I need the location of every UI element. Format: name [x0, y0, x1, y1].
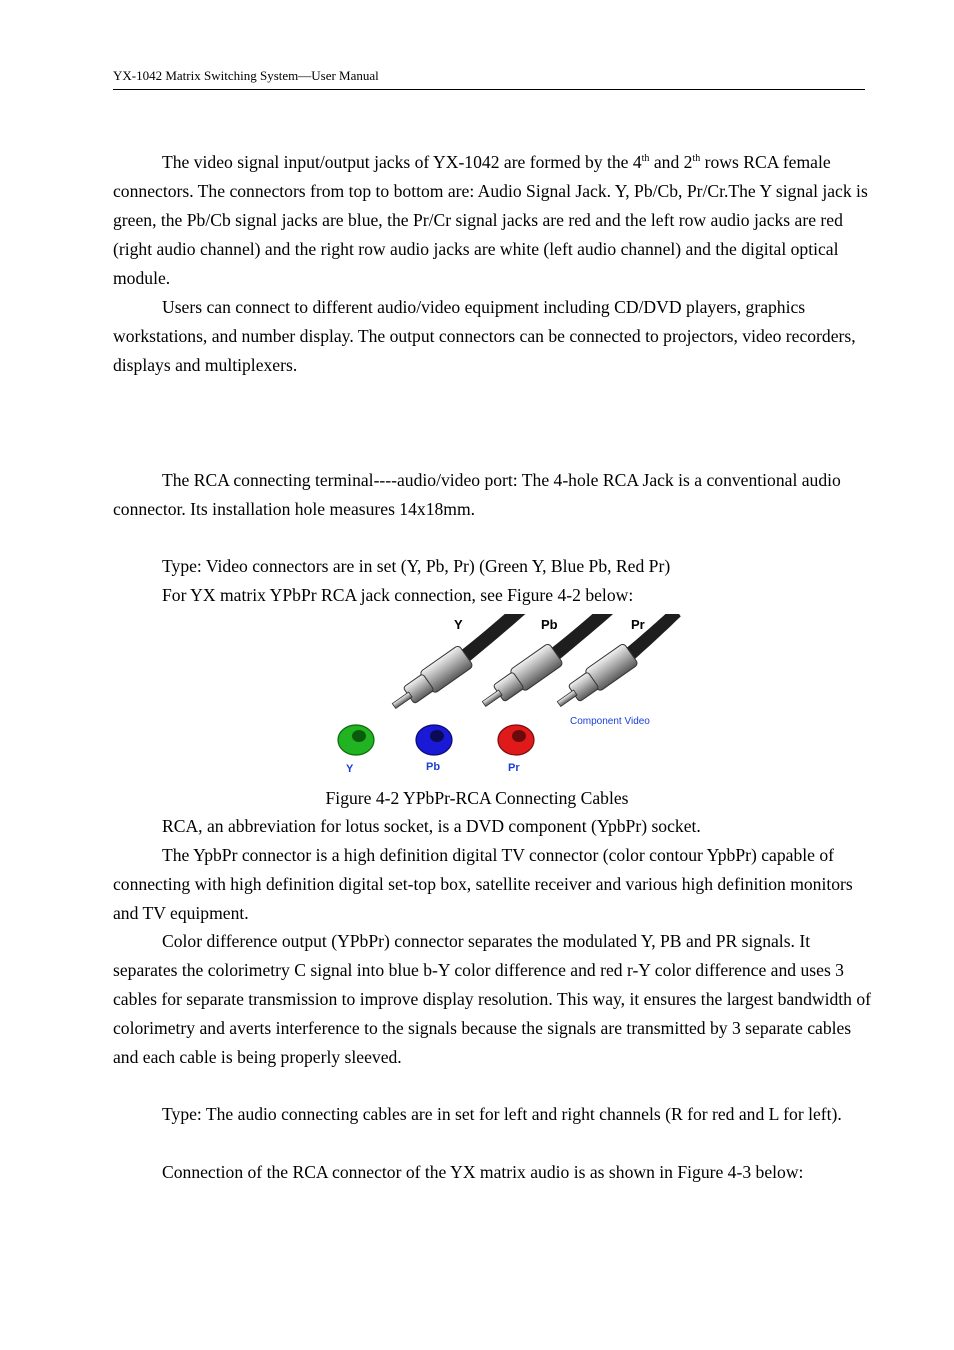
jack-y	[338, 725, 374, 755]
paragraph-video-type: Type: Video connectors are in set (Y, Pb, Pr) (Green Y, Blue Pb, Red Pr)	[162, 556, 671, 576]
jack-label-pr: Pr	[508, 762, 520, 774]
figure-ypbpr-cables	[334, 614, 684, 778]
paragraph-ypbpr-connector: The YpbPr connector is a high definition digital TV connector (color contour YpbPr) capable of connecting with high definition digital set-top box, satellite receiver and various high definition monitors and TV equipment.	[113, 845, 853, 923]
jack-pr	[498, 725, 534, 755]
page-header: YX-1042 Matrix Switching System—User Manual	[113, 66, 865, 90]
paragraph-equipment: Users can connect to different audio/video equipment including CD/DVD players, graphics workstations, and number display. The output connectors can be connected to projectors, video recorders, displays and multiplexers.	[113, 297, 856, 375]
paragraph-rca-definition: RCA, an abbreviation for lotus socket, is a DVD component (YpbPr) socket.	[162, 816, 701, 836]
figure-caption: Figure 4-2 YPbPr-RCA Connecting Cables	[325, 788, 629, 808]
plug-pr	[551, 614, 684, 715]
paragraph-audio-figure-ref: Connection of the RCA connector of the YX matrix audio is as shown in Figure 4-3 below:	[162, 1162, 804, 1182]
jack-label-y: Y	[346, 763, 354, 775]
jack-label-pb: Pb	[426, 761, 441, 773]
jack-pb	[416, 725, 452, 755]
plug-label-pr: Pr	[631, 617, 645, 632]
paragraph-video-jacks: The video signal input/output jacks of YX-1042 are formed by the 4th and 2th rows RCA female connectors. The connectors from top to bottom are: Audio Signal Jack. Y, Pb/Cb, Pr/Cr.The Y signal jack is green, the Pb/Cb signal jacks are blue, the Pr/Cr signal jacks are red and the left row audio jacks are red (right audio channel) and the right row audio jacks are white (left audio channel) and the digital optical module.	[113, 152, 868, 288]
figure-note: Component Video	[570, 716, 650, 727]
plug-label-y: Y	[454, 617, 463, 632]
paragraph-figure-ref: For YX matrix YPbPr RCA jack connection, see Figure 4-2 below:	[162, 585, 634, 605]
paragraph-color-difference: Color difference output (YPbPr) connector separates the modulated Y, PB and PR signals. It separates the colorimetry C signal into blue b-Y color difference and red r-Y color difference and uses 3 cables for separate transmission to improve display resolution. This way, it ensures the largest bandwidth of colorimetry and averts interference to the signals because the signals are transmitted by 3 separate cables and each cable is being properly sleeved.	[113, 931, 871, 1067]
plug-label-pb: Pb	[541, 617, 558, 632]
paragraph-rca-terminal: The RCA connecting terminal----audio/video port: The 4-hole RCA Jack is a conventional audio connector. Its installation hole measures 14x18mm.	[113, 470, 841, 519]
paragraph-audio-type: Type: The audio connecting cables are in set for left and right channels (R for red and L for left).	[162, 1104, 842, 1124]
